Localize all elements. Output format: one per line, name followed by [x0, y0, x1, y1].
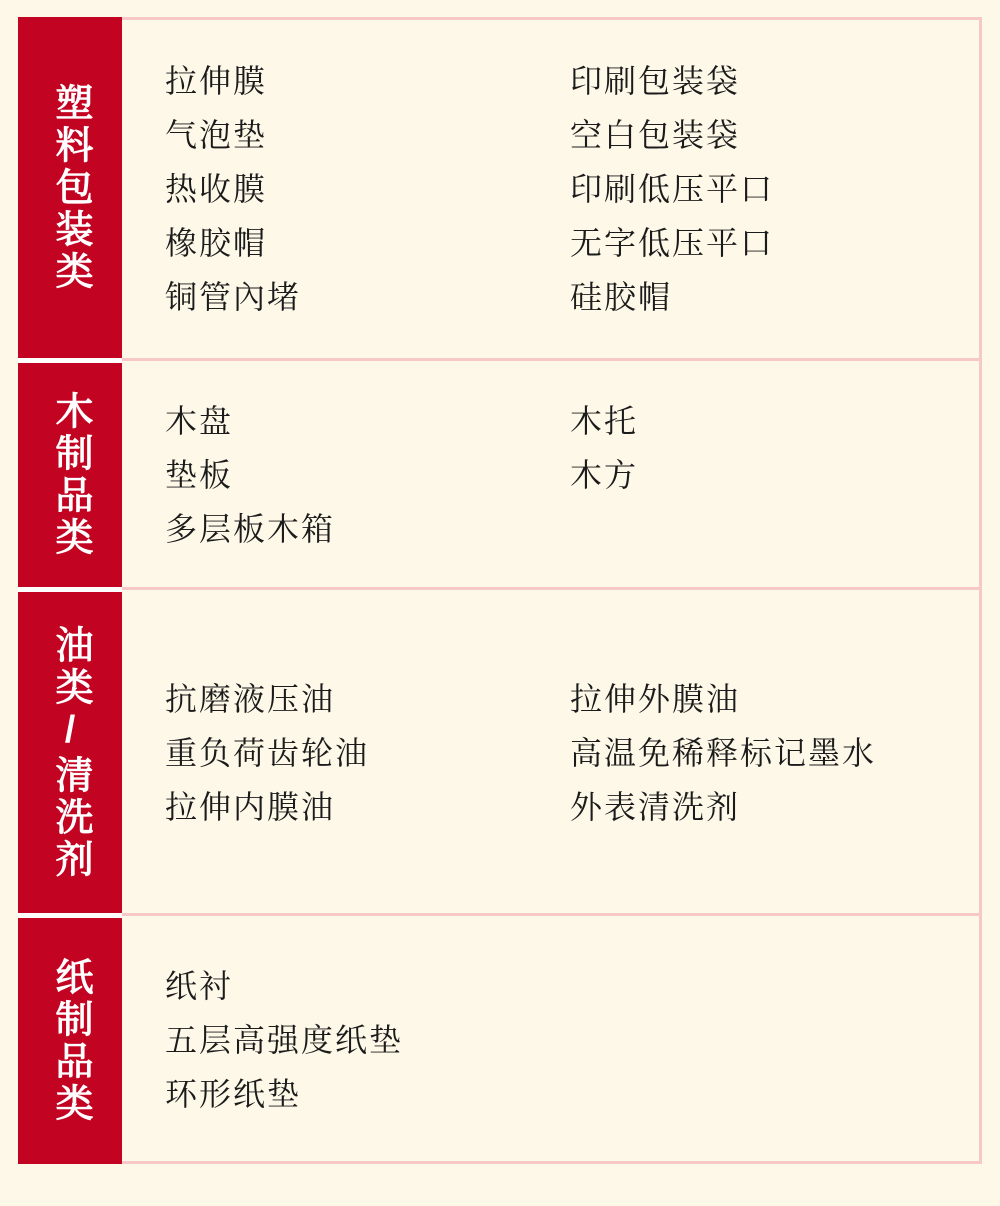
- product-item: 无字低压平口: [570, 225, 775, 261]
- item-row: [122, 672, 979, 726]
- product-item: 木托: [570, 403, 639, 439]
- item-row: [122, 394, 979, 448]
- product-item: 外表清洗剂: [570, 788, 741, 825]
- item-row: [122, 216, 979, 270]
- category-label-text: 木制品类: [49, 391, 91, 559]
- product-category-table: [18, 17, 982, 1164]
- category-label: [18, 363, 122, 592]
- product-item: 木盘: [165, 403, 234, 439]
- product-item: 抗磨液压油: [165, 680, 336, 717]
- item-row: [122, 54, 979, 108]
- category-label-text: 油类/清洗剂: [49, 624, 91, 881]
- item-row: [122, 502, 979, 556]
- product-item: 印刷低压平口: [570, 171, 775, 207]
- category-label: [18, 918, 122, 1164]
- product-item: [570, 959, 979, 1013]
- product-item: 气泡垫: [165, 117, 268, 153]
- product-item: 橡胶帽: [165, 225, 268, 261]
- product-item: 硅胶帽: [570, 279, 673, 315]
- category-items: [122, 918, 979, 1164]
- category-label: [18, 592, 122, 918]
- category-items: [122, 592, 979, 916]
- category-items: [122, 17, 979, 361]
- category-label-text: 塑料包装类: [49, 82, 91, 293]
- item-row: [122, 1067, 979, 1121]
- category-items: [122, 363, 979, 590]
- product-item: 热收膜: [165, 171, 268, 207]
- category-section-2: [18, 363, 979, 592]
- product-item: 多层板木箱: [165, 511, 336, 547]
- product-item: 空白包装袋: [570, 117, 741, 153]
- item-row: [122, 1013, 979, 1067]
- item-row: [122, 108, 979, 162]
- product-item: 五层高强度纸垫: [165, 1021, 404, 1058]
- product-item: 拉伸内膜油: [165, 788, 336, 825]
- product-item: 拉伸外膜油: [570, 680, 741, 717]
- product-item: 纸衬: [165, 967, 234, 1004]
- item-row: [122, 726, 979, 780]
- category-section-4: [18, 918, 979, 1164]
- item-row: [122, 162, 979, 216]
- product-item: 垫板: [165, 457, 234, 493]
- product-item: 木方: [570, 457, 639, 493]
- product-item: 铜管內堵: [165, 279, 302, 315]
- product-item: 高温免稀释标记墨水: [570, 734, 877, 771]
- item-row: [122, 780, 979, 834]
- category-label: [18, 17, 122, 363]
- category-label-text: 纸制品类: [49, 957, 91, 1125]
- product-item: [570, 1013, 979, 1067]
- item-row: [122, 448, 979, 502]
- item-row: [122, 959, 979, 1013]
- product-item: 环形纸垫: [165, 1075, 302, 1112]
- product-item: [570, 1067, 979, 1121]
- product-item: [570, 502, 979, 556]
- category-section-1: [18, 17, 979, 363]
- product-item: 拉伸膜: [165, 63, 268, 99]
- category-section-3: [18, 592, 979, 918]
- item-row: [122, 270, 979, 324]
- product-item: 印刷包装袋: [570, 63, 741, 99]
- product-item: 重负荷齿轮油: [165, 734, 370, 771]
